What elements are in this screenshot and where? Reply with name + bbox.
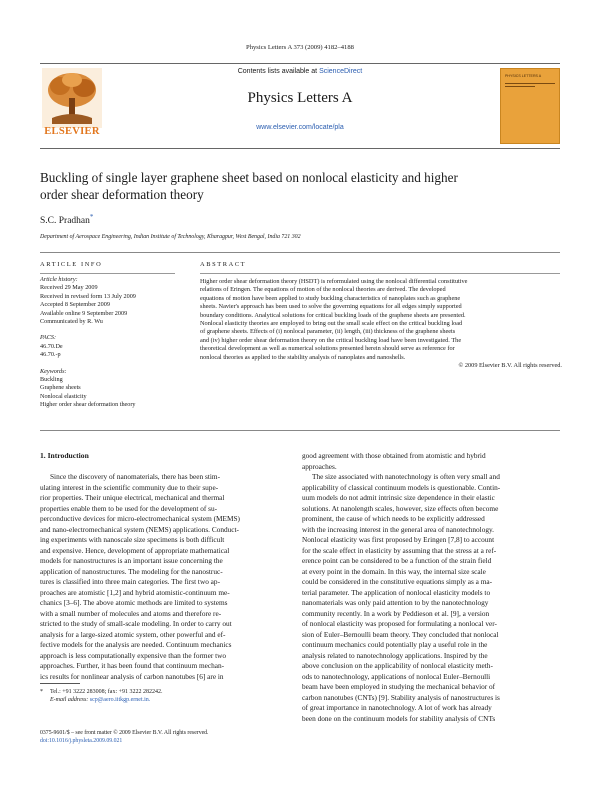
author-name: S.C. Pradhan <box>40 216 90 227</box>
body-line: approach is less computationally expensive than the former two <box>40 650 227 660</box>
history-item: Received in revised form 13 July 2009 <box>40 292 136 300</box>
abstract-line: relations of Eringen. The equations of motion of the nonlocal theories are derived. The developed <box>200 286 446 294</box>
divider <box>40 252 560 253</box>
cover-title: PHYSICS LETTERS A <box>505 74 542 78</box>
abstract-heading: ABSTRACT <box>200 261 247 268</box>
keyword: Graphene sheets <box>40 384 81 392</box>
left-column <box>40 472 290 682</box>
body-line: Nonlocal elasticity was first proposed by Eringen [7,8] to account <box>302 535 495 544</box>
body-line: approaches. <box>302 461 337 471</box>
body-line: community recently. In a work by Peddieson et al. [9], a version <box>302 608 490 618</box>
journal-citation: Physics Letters A 373 (2009) 4182–4188 <box>246 44 354 51</box>
article-title <box>40 169 570 203</box>
body-line: stricted to the study of small-scale modeling. In order to carry out <box>40 619 232 628</box>
title-line: order shear deformation theory <box>40 187 204 202</box>
history-label: Article history: <box>40 276 78 283</box>
pacs-item: 46.70.De <box>40 342 63 350</box>
doi-line <box>40 737 122 745</box>
body-line: with a small number of molecules and atoms and therefore re- <box>40 608 222 618</box>
body-line: applicability of classical continuum models is questionable. Contin- <box>302 482 501 492</box>
history-item: Available online 9 September 2009 <box>40 309 128 317</box>
body-line: fective models for the analysis are needed. Continuum mechanics <box>40 640 232 649</box>
history-item: Accepted 8 September 2009 <box>40 301 110 309</box>
issn-line: 0375-9601/$ – see front matter © 2009 Elsevier B.V. All rights reserved. <box>40 730 209 736</box>
abstract-body <box>200 278 562 370</box>
abstract-copyright: © 2009 Elsevier B.V. All rights reserved. <box>458 362 562 370</box>
body-line: beam have been employed in studying the mechanical behavior of <box>302 682 496 691</box>
body-line: for the scale effect in elasticity by assuming that the stress at a ref- <box>302 545 497 555</box>
sciencedirect-link[interactable]: ScienceDirect <box>319 68 363 75</box>
contents-line <box>110 68 490 75</box>
keyword: Nonlocal elasticity <box>40 392 87 400</box>
footnote-rule <box>40 683 80 684</box>
divider <box>40 430 560 431</box>
elsevier-tree-icon <box>42 68 102 128</box>
abstract-line: equations of motion have been applied to study buckling characteristics of nanoplates such as graphene <box>200 294 461 302</box>
body-line: proaches are atomistic [1,2] and hybrid atomistic-continuum me- <box>40 587 230 597</box>
journal-url <box>110 124 490 131</box>
body-line: ics results for nonlinear analysis of carbon nanotubes [6] are in <box>40 671 224 681</box>
divider <box>200 273 560 274</box>
abstract-line: nonlocal theories as applied to the stability analysis of nanoplates and nanoshells. <box>200 353 406 361</box>
body-line: of great importance in nanotechnology. A lot of work has already <box>302 703 492 712</box>
body-line: ulating interest in the scientific community due to their supe- <box>40 482 219 492</box>
body-line: nanomaterials was only paid attention to by the nanotechnology <box>302 598 489 607</box>
body-line: of nonlocal elasticity was proposed for formulating a nonlocal ver- <box>302 619 497 628</box>
right-column <box>302 451 564 724</box>
section-heading: 1. Introduction <box>40 451 89 460</box>
email-label: E-mail address: <box>50 697 89 704</box>
body-line: The size associated with nanotechnology is often very small and <box>312 472 500 481</box>
abstract-line: Higher order shear deformation theory (HSDT) is reformulated using the nonlocal differential constitutive <box>200 278 468 285</box>
abstract-line: Nonlocal elasticity theories are employed to bring out the small scale effect on the critical buckling load <box>200 320 463 328</box>
body-line: solutions. At nanolength scales, however, size effects often become <box>302 503 499 513</box>
body-line: and expensive. Hence, development of appropriate mathematical <box>40 545 230 555</box>
body-line: ods to nanotechnology, applications of nonlocal Euler–Bernoulli <box>302 671 491 681</box>
body-line: erence point can be considered to be a function of the strain field <box>302 556 492 565</box>
body-line: could be considered in the constitutive equations simply as a ma- <box>302 577 493 586</box>
footnote-tel: Tel.: +91 3222 283008; fax: +91 3222 282242. <box>50 689 163 695</box>
body-line: and nano-electromechanical system (NEMS) applications. Conduct- <box>40 524 239 534</box>
history-item: Received 29 May 2009 <box>40 284 98 292</box>
body-line: chanics [3–6]. The above atomic methods are limited to systems <box>40 598 228 607</box>
body-line: been done on the continuum models for stability analysis of CNTs <box>302 713 496 723</box>
body-line: carbon nanotubes (CNTs) [9]. Stability analysis of nanostructures is <box>302 692 500 702</box>
affiliation: Department of Aerospace Engineering, Indian Institute of Technology, Kharagpur, West Bengal, India 721 302 <box>40 234 301 240</box>
footnote <box>40 688 290 705</box>
body-line: application of nanostructures. The modeling for the nanostruc- <box>40 566 223 576</box>
body-line: at every point in the domain. In this way, the internal size scale <box>302 566 486 576</box>
body-line: Since the discovery of nanomaterials, there has been stim- <box>50 472 221 481</box>
history-item: Communicated by R. Wu <box>40 318 103 326</box>
elsevier-logo <box>42 68 102 128</box>
publisher-name: ELSEVIER <box>44 126 100 137</box>
body-line: above conclusion on the applicability of nonlocal elasticity meth- <box>302 661 493 670</box>
body-line: perconductive devices for micro-electromechanical system (MEMS) <box>40 514 240 523</box>
body-line: ing experiments with nanoscale size specimens is both difficult <box>40 535 225 544</box>
pacs-label: PACS: <box>40 334 57 342</box>
body-line: sion of Euler–Bernoulli beam theory. They concluded that nonlocal <box>302 629 499 639</box>
divider <box>40 273 175 274</box>
footnote-mark: * <box>40 689 43 695</box>
body-line: prominent, the cause of which needs to be explicitly addressed <box>302 514 485 523</box>
body-line: tures is classified into three main categories. The first two ap- <box>40 577 221 586</box>
journal-url-link[interactable]: www.elsevier.com/locate/pla <box>256 124 344 131</box>
body-line: models for nanostructures is an important issue concerning the <box>40 556 223 565</box>
pacs-item: 46.70.-p <box>40 351 61 359</box>
body-line: analysis related to nanotechnology applications. Inspired by the <box>302 650 488 660</box>
abstract-line: and (iv) higher order shear deformation theory on the critical buckling load have been investigated. The <box>200 336 462 344</box>
keywords-label: Keywords: <box>40 367 67 375</box>
title-line: Buckling of single layer graphene sheet based on nonlocal elasticity and higher <box>40 170 458 185</box>
body-line: analysis for a large-sized atomic system, other powerful and ef- <box>40 629 226 639</box>
article-info-heading: ARTICLE INFO <box>40 261 103 268</box>
body-line: good agreement with those obtained from atomistic and hybrid <box>302 451 486 460</box>
author-footnote-mark[interactable]: * <box>89 213 94 221</box>
contents-prefix: Contents lists available at <box>237 68 320 75</box>
body-line: uum models do not admit intrinsic size dependence in their elastic <box>302 493 495 502</box>
abstract-line: theoretical development as well as numerical solutions presented herein should serve as reference for <box>200 345 455 353</box>
article-info <box>40 276 180 410</box>
abstract-line: of graphene sheets. Effects of (i) nonlocal parameter, (ii) length, (iii) thickness of the graphene sheets <box>200 328 456 336</box>
email-link[interactable]: scp@aero.iitkgp.ernet.in. <box>89 697 151 704</box>
author <box>40 213 93 226</box>
doi-link[interactable]: doi:10.1016/j.physleta.2009.09.021 <box>40 738 123 744</box>
journal-title: Physics Letters A <box>247 90 353 106</box>
body-line: with the increasing interest in the general area of nanotechnology. <box>302 524 495 534</box>
body-line: approaches. Further, it has been found that continuum mechan- <box>40 661 225 670</box>
keyword: Higher order shear deformation theory <box>40 401 136 409</box>
abstract-line: sheets. Navier's approach has been used to solve the governing equations for all edges simply supported <box>200 303 462 311</box>
keyword: Buckling <box>40 376 63 384</box>
body-line: rior properties. Their unique electrical, mechanical and thermal <box>40 493 225 502</box>
body-line: properties enable them to be used for the development of su- <box>40 503 218 513</box>
journal-cover <box>500 68 560 144</box>
body-line: continuum mechanics could potentially play a useful role in the <box>302 640 488 649</box>
abstract-line: boundary conditions. Analytical solutions for critical buckling loads of the graphene sheets are presented. <box>200 311 466 319</box>
body-line: terial parameter. The application of nonlocal elasticity models to <box>302 587 491 597</box>
